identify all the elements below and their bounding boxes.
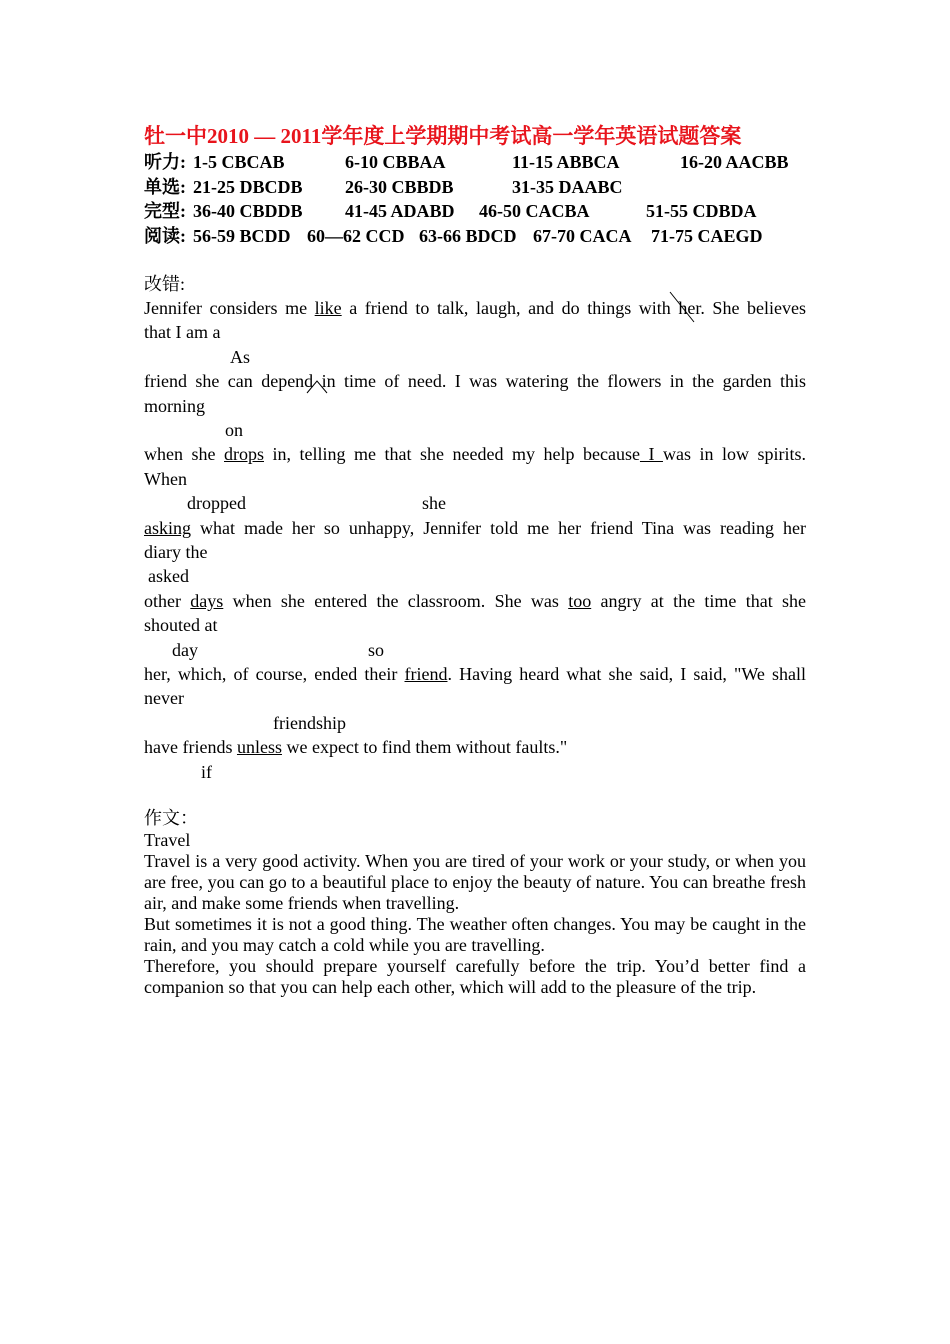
document-page xyxy=(144,122,806,998)
correction-line: when she drops in, telling me that she needed my help because I was in low spirits. xyxy=(144,444,806,465)
correction-line: have friends unless we expect to find them without faults." xyxy=(144,737,568,758)
answer-group: 1-5 CBCAB xyxy=(193,152,285,172)
answer-row-reading xyxy=(144,224,806,249)
correction-hint-line xyxy=(144,638,806,662)
answer-group: 26-30 CBBDB xyxy=(345,176,454,197)
error-word: I xyxy=(639,444,663,465)
error-word: friend xyxy=(404,664,448,685)
error-word: unless xyxy=(236,737,282,758)
correction-hint-line xyxy=(144,345,806,369)
answer-group: 67-70 CACA xyxy=(533,225,632,246)
correction-word: if xyxy=(201,761,212,782)
correction-line: morning xyxy=(144,395,205,416)
correction-word: day xyxy=(172,639,198,660)
error-word: like xyxy=(314,298,342,318)
correction-line: friend she can depend in time of need. I was watering the flowers in the garden this xyxy=(144,369,806,393)
answer-group: 51-55 CDBDA xyxy=(646,201,757,221)
answer-group: 71-75 CAEGD xyxy=(651,225,763,246)
correction-line: that I am a xyxy=(144,322,221,343)
correction-word: dropped xyxy=(187,493,246,514)
answer-row-listening xyxy=(144,150,806,175)
correction-word: As xyxy=(230,346,251,367)
answer-row-cloze xyxy=(144,199,806,224)
answer-group: 11-15 ABBCA xyxy=(512,152,620,172)
correction-hint-line xyxy=(144,711,806,735)
answer-group: 41-45 ADABD xyxy=(345,201,455,221)
correction-line: When xyxy=(144,468,187,489)
answer-label: 听力: xyxy=(144,152,186,172)
correction-line: diary the xyxy=(144,542,208,563)
correction-hint-line xyxy=(144,418,806,442)
error-word: too xyxy=(568,590,592,611)
correction-word: friendship xyxy=(273,712,346,733)
essay-paragraph: But sometimes it is not a good thing. The weather often changes. You may be caught in the rain, and you may catch a cold while you are travelling. xyxy=(144,914,806,956)
answer-group: 21-25 DBCDB xyxy=(193,176,303,197)
page-title: 牡一中2010 — 2011学年度上学期期中考试高一学年英语试题答案 xyxy=(144,124,742,148)
insert-caret-icon xyxy=(305,379,329,395)
correction-word: she xyxy=(422,493,446,514)
essay-paragraph: Travel is a very good activity. When you are tired of your work or your study, or when you are free, you can go to a beautiful place to enjoy the beauty of nature. You can breathe fresh air, and make some friends when travelling. xyxy=(144,851,806,914)
answer-group: 63-66 BDCD xyxy=(419,225,517,246)
answer-row-grammar xyxy=(144,175,806,200)
answer-label: 单选: xyxy=(144,176,186,197)
correction-line: asking what made her so unhappy, Jennifer told me her friend Tina was reading her xyxy=(144,517,806,538)
essay xyxy=(144,830,806,998)
answer-group: 36-40 CBDDB xyxy=(193,201,303,221)
correction-line: her, which, of course, ended their friend. Having heard what she said, I said, "We shall xyxy=(144,664,807,685)
answer-group: 60—62 CCD xyxy=(307,225,405,246)
essay-paragraph: Therefore, you should prepare yourself carefully before the trip. You’d better find a companion so that you can help each other, which will add to the pleasure of the trip. xyxy=(144,956,806,998)
correction-line: never xyxy=(144,688,184,709)
correction-hint-line xyxy=(144,760,806,784)
correction-hint-line xyxy=(144,564,806,588)
answer-group: 6-10 CBBAA xyxy=(345,152,446,172)
correction-hint-line xyxy=(144,491,806,515)
correction-line: Jennifer considers me like a friend to talk, laugh, and do things with her. She believes xyxy=(144,296,806,320)
answer-label: 阅读: xyxy=(144,225,186,246)
answer-group: 56-59 BCDD xyxy=(193,225,291,246)
error-word: drops xyxy=(224,444,264,465)
answer-label: 完型: xyxy=(144,201,186,221)
error-word: days xyxy=(190,590,224,611)
correction-line: shouted at xyxy=(144,615,218,636)
answer-group: 46-50 CACBA xyxy=(479,201,590,221)
essay-label: 作文： xyxy=(144,808,198,829)
correction-word: on xyxy=(225,420,243,441)
correction-word: asked xyxy=(148,566,189,587)
essay-heading: Travel xyxy=(144,830,191,851)
correction-line: other days when she entered the classroom. She was too angry at the time that she xyxy=(144,590,806,611)
delete-mark-icon xyxy=(666,290,698,326)
answer-group: 16-20 AACBB xyxy=(680,152,789,172)
answer-group: 31-35 DAABC xyxy=(512,176,623,197)
correction-label: 改错: xyxy=(144,274,186,294)
correction-word: so xyxy=(368,639,385,660)
error-word: asking xyxy=(144,517,191,538)
